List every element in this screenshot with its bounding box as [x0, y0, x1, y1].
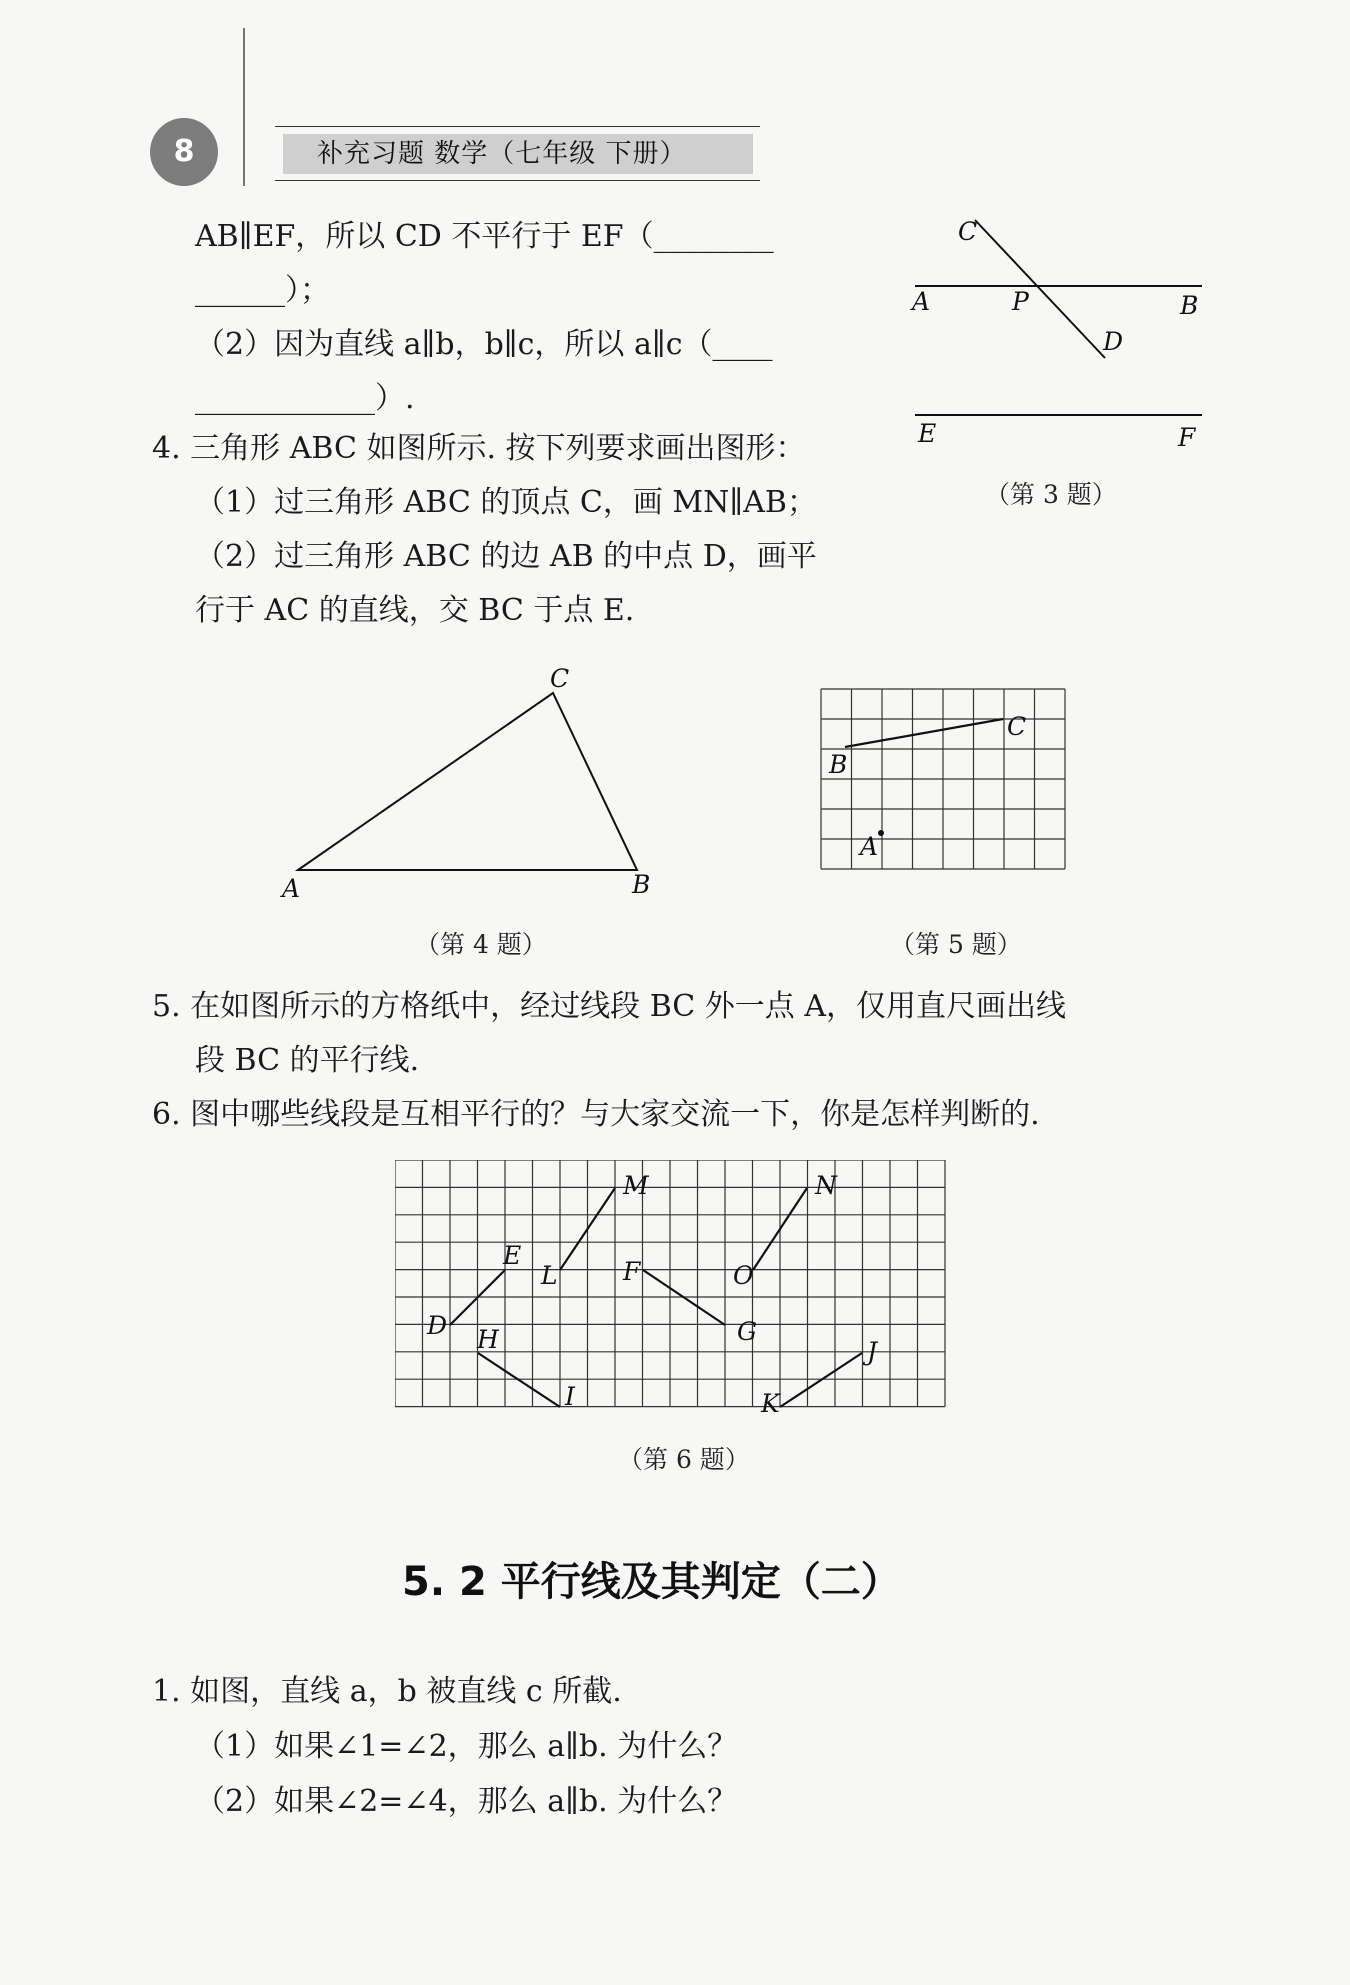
fig6-segment-hi	[478, 1353, 560, 1407]
fig4-label-b: B	[632, 870, 651, 899]
s-p1-line2: （1）如果∠1=∠2，那么 a∥b. 为什么？	[195, 1729, 738, 1764]
fig6-label-l: L	[541, 1261, 558, 1290]
figure-4	[270, 665, 670, 915]
fig6-label-o: O	[733, 1261, 754, 1290]
p5-line2: 段 BC 的平行线.	[195, 1043, 420, 1078]
p4-line4: 行于 AC 的直线，交 BC 于点 E.	[195, 593, 635, 628]
header-title: 补充习题 数学（七年级 下册）	[283, 134, 753, 174]
p3-line4: ____________）.	[195, 381, 415, 416]
fig5-grid	[821, 689, 1065, 869]
fig5-label-c: C	[1007, 712, 1027, 741]
fig6-segment-kj	[780, 1353, 862, 1407]
p4-line3: （2）过三角形 ABC 的边 AB 的中点 D，画平	[195, 539, 817, 574]
s-p1-line1: 1. 如图，直线 a，b 被直线 c 所截.	[152, 1674, 622, 1709]
fig3-label-e: E	[918, 419, 937, 448]
fig5-label-b: B	[829, 750, 848, 779]
header-divider	[243, 28, 245, 186]
s-p1-line3: （2）如果∠2=∠4，那么 a∥b. 为什么？	[195, 1784, 738, 1819]
figure-3	[900, 210, 1220, 460]
fig3-caption: （第 3 题）	[985, 480, 1117, 509]
fig6-label-h: H	[477, 1325, 499, 1354]
p6-line1: 6. 图中哪些线段是互相平行的？与大家交流一下，你是怎样判断的.	[152, 1097, 1040, 1132]
fig6-label-n: N	[815, 1171, 837, 1200]
fig3-label-b: B	[1180, 291, 1199, 320]
p4-line2: （1）过三角形 ABC 的顶点 C，画 MN∥AB；	[195, 485, 817, 520]
p5-line1: 5. 在如图所示的方格纸中，经过线段 BC 外一点 A，仅用直尺画出线	[152, 989, 1066, 1024]
fig4-label-c: C	[550, 665, 570, 693]
fig3-label-a: A	[912, 287, 931, 316]
fig6-label-m: M	[623, 1171, 649, 1200]
fig5-label-a: A	[860, 832, 879, 861]
header-rule-bottom	[275, 180, 760, 181]
fig3-label-p: P	[1012, 287, 1029, 316]
p3-line1: AB∥EF，所以 CD 不平行于 EF（________	[195, 219, 774, 254]
fig4-triangle	[298, 693, 637, 870]
fig6-label-i: I	[565, 1382, 575, 1411]
fig6-label-f: F	[623, 1257, 641, 1286]
fig6-label-g: G	[737, 1317, 757, 1346]
p4-line1: 4. 三角形 ABC 如图所示. 按下列要求画出图形：	[152, 431, 806, 466]
fig4-label-a: A	[282, 874, 301, 903]
header-rule-top	[275, 126, 760, 127]
p3-line2: ______）；	[195, 273, 330, 308]
fig6-caption: （第 6 题）	[618, 1445, 750, 1474]
section-title: 5. 2 平行线及其判定（二）	[402, 1559, 901, 1605]
fig3-label-c: C	[958, 217, 978, 246]
fig3-line-cd	[975, 220, 1105, 358]
fig3-label-d: D	[1103, 327, 1124, 356]
figure-5	[815, 683, 1075, 873]
fig4-caption: （第 4 题）	[415, 930, 547, 959]
fig5-point-a	[878, 830, 884, 836]
fig5-segment-bc	[845, 719, 1003, 747]
fig6-grid	[395, 1160, 945, 1407]
p3-line3: （2）因为直线 a∥b，b∥c，所以 a∥c（____	[195, 327, 773, 362]
fig6-label-k: K	[761, 1389, 780, 1418]
fig6-label-j: J	[867, 1337, 878, 1366]
fig3-label-f: F	[1178, 423, 1196, 452]
page-number: 8	[150, 118, 218, 186]
fig6-label-e: E	[503, 1241, 522, 1270]
fig6-label-d: D	[427, 1311, 448, 1340]
figure-6	[395, 1160, 955, 1420]
fig5-caption: （第 5 题）	[890, 930, 1022, 959]
